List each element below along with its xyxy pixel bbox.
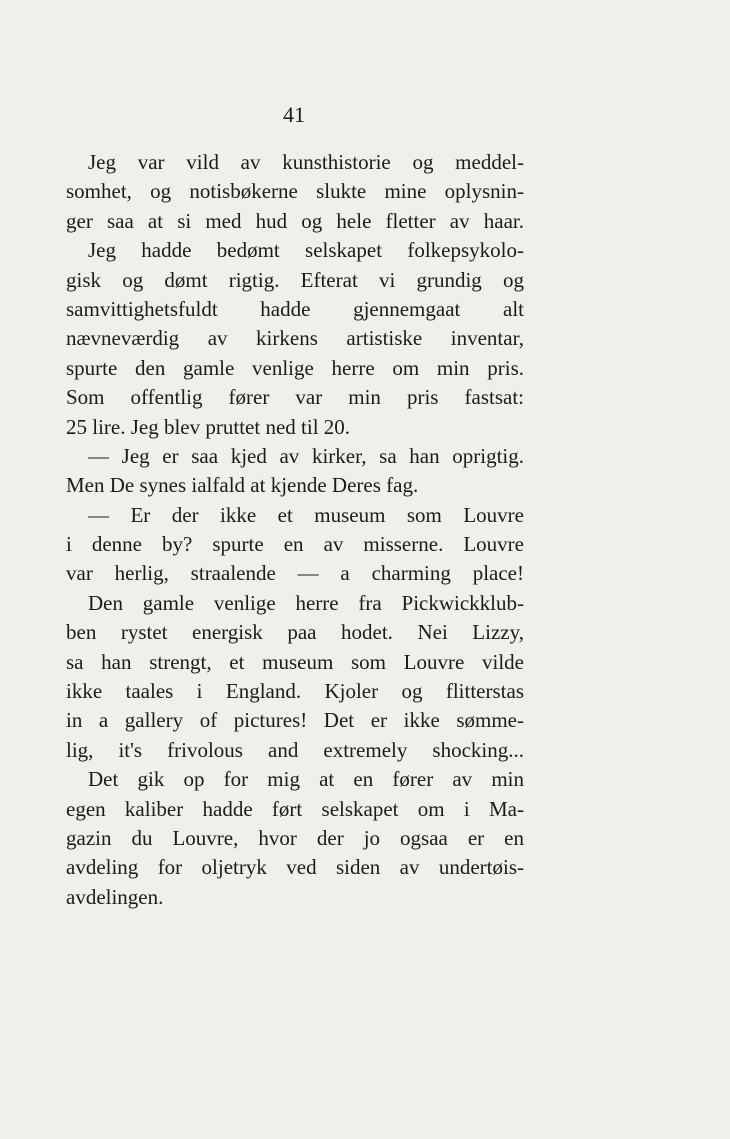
text-line: ger saa at si med hud og hele fletter av haar. (66, 208, 524, 233)
text-line: lig, it's frivolous and extremely shocking... (66, 737, 524, 762)
text-line: ikke taales i England. Kjoler og flitterstas (66, 679, 524, 704)
text-line: in a gallery of pictures! Det er ikke sømme- (66, 708, 524, 733)
text-line: Jeg hadde bedømt selskapet folkepsykolo- (88, 238, 524, 263)
text-line: spurte den gamle venlige herre om min pris. (66, 355, 524, 380)
text-line: Som offentlig fører var min pris fastsat: (66, 385, 524, 410)
text-line: avdeling for oljetryk ved siden av undertøis- (66, 855, 524, 880)
text-line: gisk og dømt rigtig. Efterat vi grundig og (66, 267, 524, 292)
text-line: nævneværdig av kirkens artistiske inventar, (66, 326, 524, 351)
text-line: i denne by? spurte en av misserne. Louvre (66, 532, 524, 557)
text-line: — Jeg er saa kjed av kirker, sa han oprigtig. (88, 443, 524, 468)
text-line: — Er der ikke et museum som Louvre (88, 502, 524, 527)
text-line: ben rystet energisk paa hodet. Nei Lizzy, (66, 620, 524, 645)
text-line: Jeg var vild av kunsthistorie og meddel- (88, 150, 524, 174)
text-line: avdelingen. (66, 884, 164, 909)
text-line: Det gik op for mig at en fører av min (88, 767, 524, 792)
page-number: 41 (283, 102, 305, 127)
body-text (66, 148, 524, 912)
text-line: Den gamle venlige herre fra Pickwickklub- (88, 590, 524, 615)
text-line: samvittighetsfuldt hadde gjennemgaat alt (66, 296, 524, 321)
text-line: egen kaliber hadde ført selskapet om i Ma- (66, 796, 524, 821)
text-line: var herlig, straalende — a charming place! (66, 561, 524, 586)
text-line: somhet, og notisbøkerne slukte mine oplysnin- (66, 179, 524, 204)
text-line: gazin du Louvre, hvor der jo ogsaa er en (66, 825, 524, 850)
text-line: 25 lire. Jeg blev pruttet ned til 20. (66, 414, 351, 439)
text-line: Men De synes ialfald at kjende Deres fag. (66, 473, 419, 498)
text-line: sa han strengt, et museum som Louvre vilde (66, 649, 524, 674)
